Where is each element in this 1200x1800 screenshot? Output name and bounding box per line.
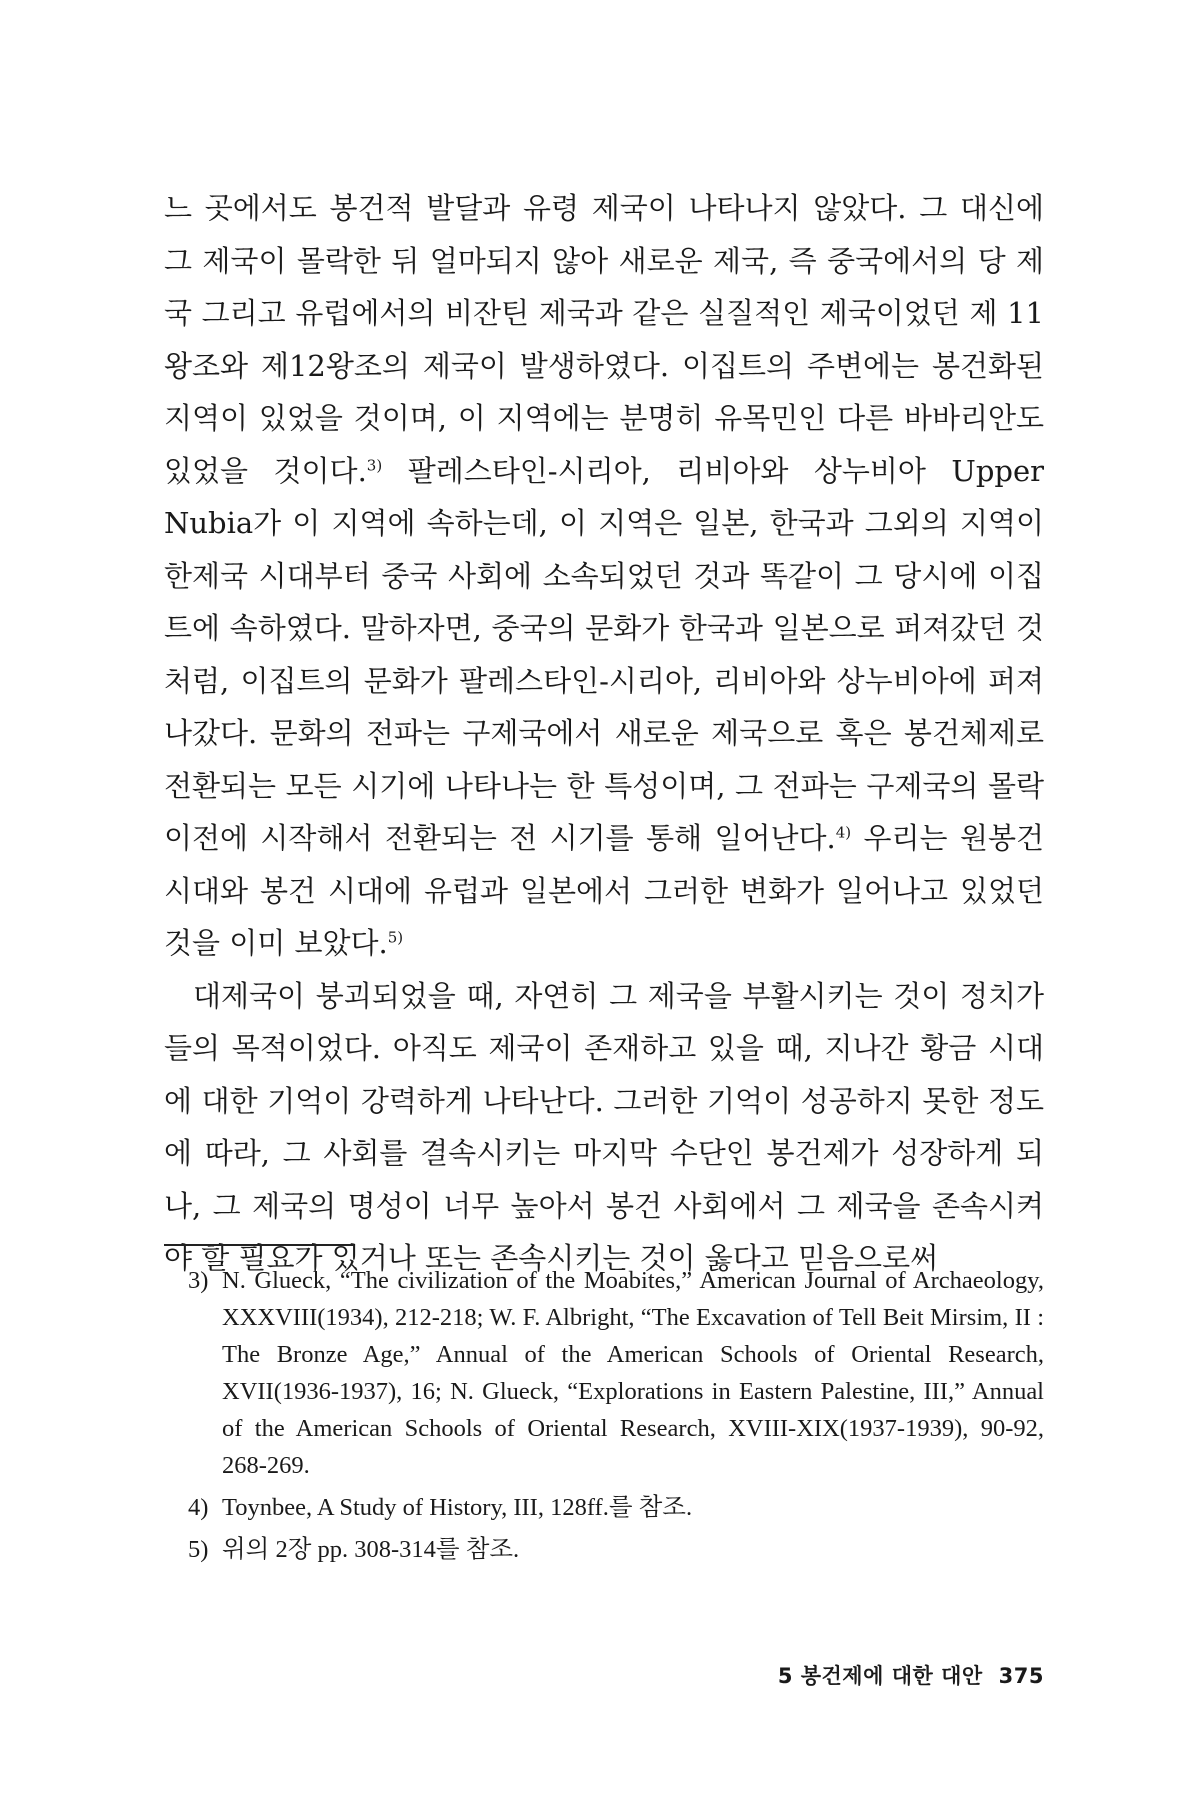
running-footer [778, 1660, 1044, 1690]
footnotes [188, 1262, 1044, 1573]
footnote-ref-3: 3) [366, 455, 383, 474]
footnote-number: 3) [188, 1267, 209, 1294]
footnote-number: 5) [188, 1536, 209, 1563]
footnote-divider [164, 1244, 354, 1246]
page-number: 375 [998, 1664, 1044, 1688]
footnote-4 [188, 1489, 1044, 1526]
footnote-text: Toynbee, A Study of History, III, 128ff.를 참조. [222, 1494, 693, 1521]
chapter-title: 5 봉건제에 대한 대안 [777, 1664, 983, 1688]
paragraph-2: 대제국이 붕괴되었을 때, 자연히 그 제국을 부활시키는 것이 정치가들의 목적이었다. 아직도 제국이 존재하고 있을 때, 지나간 황금 시대에 대한 기억이 강력하게 나타난다. 그러한 기억이 성공하지 못한 정도에 따라, 그 사회를 결속시키는 마지막 수단인 봉건제가 성장하게 되나, 그 제국의 명성이 너무 높아서 봉건 사회에서 그 제국을 존속시켜야 할 필요가 있거나 또는 존속시키는 것이 옳다고 믿음으로써 [164, 978, 1044, 1275]
footnote-ref-5: 5) [387, 928, 404, 947]
footnote-text: 위의 2장 pp. 308-314를 참조. [222, 1536, 520, 1563]
paragraph-1-part-b: 팔레스타인-시리아, 리비아와 상누비아 Upper Nubia가 이 지역에 속하는데, 이 지역은 일본, 한국과 그외의 지역이 한제국 시대부터 중국 사회에 소속되었던 것과 똑같이 그 당시에 이집트에 속하였다. 말하자면, 중국의 문화가 한국과 일본으로 퍼져갔던 것처럼, 이집트의 문화가 팔레스타인-시리아, 리비아와 상누비아에 퍼져 나갔다. 문화의 전파는 구제국에서 새로운 제국으로 혹은 봉건체제로 전환되는 모든 시기에 나타나는 한 특성이며, 그 전파는 구제국의 몰락 이전에 시작해서 전환되는 전 시기를 통해 일어난다. [164, 453, 1044, 855]
paragraph-1-part-c: 우리는 원봉건 시대와 봉건 시대에 유럽과 일본에서 그러한 변화가 일어나고 있었던 것을 이미 보았다. [164, 821, 1044, 960]
main-text [164, 182, 1044, 1285]
paragraph-1 [164, 182, 1044, 970]
footnote-5 [188, 1531, 1044, 1568]
footnote-ref-4: 4) [835, 823, 852, 842]
footnote-text: N. Glueck, “The civilization of the Moabites,” American Journal of Archaeology, XXXVIII(1934), 212-218; W. F. Albright, “The Excavation of Tell Beit Mirsim, II : The Bronze Age,” Annual of the American Schools of Oriental Research, XVII(1936-1937), 16; N. Glueck, “Explorations in Eastern Palestine, III,” Annual of the American Schools of Oriental Research, XVIII-XIX(1937-1939), 90-92, 268-269. [222, 1267, 1044, 1479]
paragraph-1-part-a: 느 곳에서도 봉건적 발달과 유령 제국이 나타나지 않았다. 그 대신에 그 제국이 몰락한 뒤 얼마되지 않아 새로운 제국, 즉 중국에서의 당 제국 그리고 유럽에서의 비잔틴 제국과 같은 실질적인 제국이었던 제 11왕조와 제12왕조의 제국이 발생하였다. 이집트의 주변에는 봉건화된 지역이 있었을 것이며, 이 지역에는 분명히 유목민인 다른 바바리안도 있었을 것이다. [164, 191, 1044, 488]
footnote-3 [188, 1262, 1044, 1484]
footnote-number: 4) [188, 1494, 209, 1521]
